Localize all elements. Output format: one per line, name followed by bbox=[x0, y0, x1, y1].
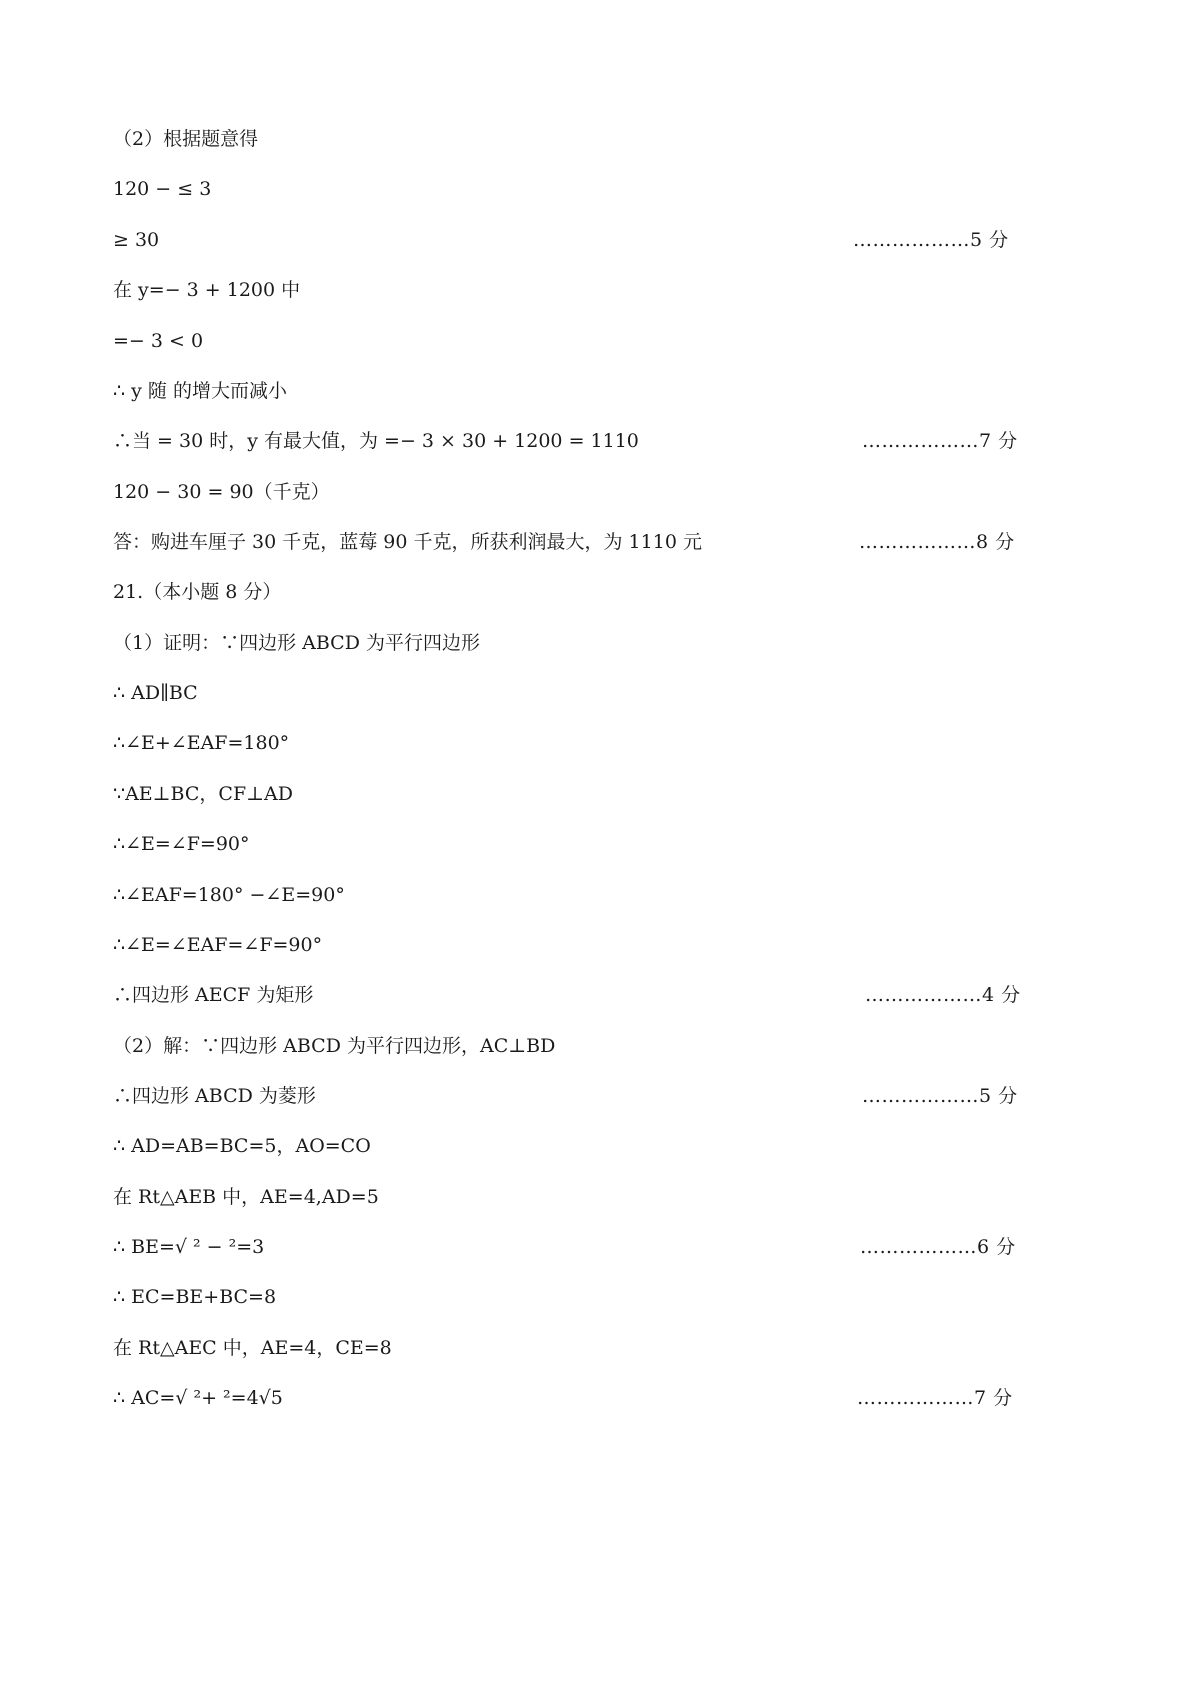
score-marker: ………………5 分 bbox=[862, 1085, 1018, 1107]
text-line: （2）根据题意得 bbox=[113, 128, 259, 150]
text-line: 答：购进车厘子 30 千克，蓝莓 90 千克，所获利润最大，为 1110 元 bbox=[113, 531, 702, 553]
text-line: ∴∠E=∠F=90° bbox=[113, 833, 250, 855]
text-line: ∴ y 随 的增大而减小 bbox=[113, 380, 287, 402]
text-line: ∴∠E=∠EAF=∠F=90° bbox=[113, 934, 323, 956]
score-marker: ………………5 分 bbox=[853, 229, 1009, 251]
section-heading: 21.（本小题 8 分） bbox=[113, 581, 282, 603]
text-line: ∴ AD∥BC bbox=[113, 682, 198, 704]
score-marker: ………………8 分 bbox=[859, 531, 1015, 553]
text-line: 120 − ≤ 3 bbox=[113, 178, 212, 200]
text-line: ∴∠E+∠EAF=180° bbox=[113, 732, 290, 754]
text-line: ∴当 = 30 时，y 有最大值，为 =− 3 × 30 + 1200 = 1110 bbox=[113, 430, 639, 452]
text-line: ∴ BE=√ ² − ²=3 bbox=[113, 1236, 265, 1258]
text-line: 在 Rt△AEC 中，AE=4，CE=8 bbox=[113, 1337, 392, 1359]
text-line: ∴四边形 ABCD 为菱形 bbox=[113, 1085, 316, 1107]
score-marker: ………………7 分 bbox=[857, 1387, 1013, 1409]
score-marker: ………………4 分 bbox=[865, 984, 1021, 1006]
text-line: ∴ EC=BE+BC=8 bbox=[113, 1286, 277, 1308]
text-line: （1）证明：∵四边形 ABCD 为平行四边形 bbox=[113, 632, 480, 654]
score-marker: ………………6 分 bbox=[860, 1236, 1016, 1258]
score-marker: ………………7 分 bbox=[862, 430, 1018, 452]
text-line: =− 3 < 0 bbox=[113, 330, 204, 352]
text-line: ∴ AD=AB=BC=5，AO=CO bbox=[113, 1135, 371, 1157]
text-line: 120 − 30 = 90（千克） bbox=[113, 481, 330, 503]
text-line: 在 y=− 3 + 1200 中 bbox=[113, 279, 301, 301]
text-line: ∴ AC=√ ²+ ²=4√5 bbox=[113, 1387, 283, 1409]
text-line: ∴∠EAF=180° −∠E=90° bbox=[113, 884, 345, 906]
text-line: ∴四边形 AECF 为矩形 bbox=[113, 984, 314, 1006]
text-line: 在 Rt△AEB 中，AE=4,AD=5 bbox=[113, 1186, 379, 1208]
text-line: ≥ 30 bbox=[113, 229, 160, 251]
text-line: ∵AE⊥BC，CF⊥AD bbox=[113, 783, 293, 805]
text-line: （2）解：∵四边形 ABCD 为平行四边形，AC⊥BD bbox=[113, 1035, 556, 1057]
